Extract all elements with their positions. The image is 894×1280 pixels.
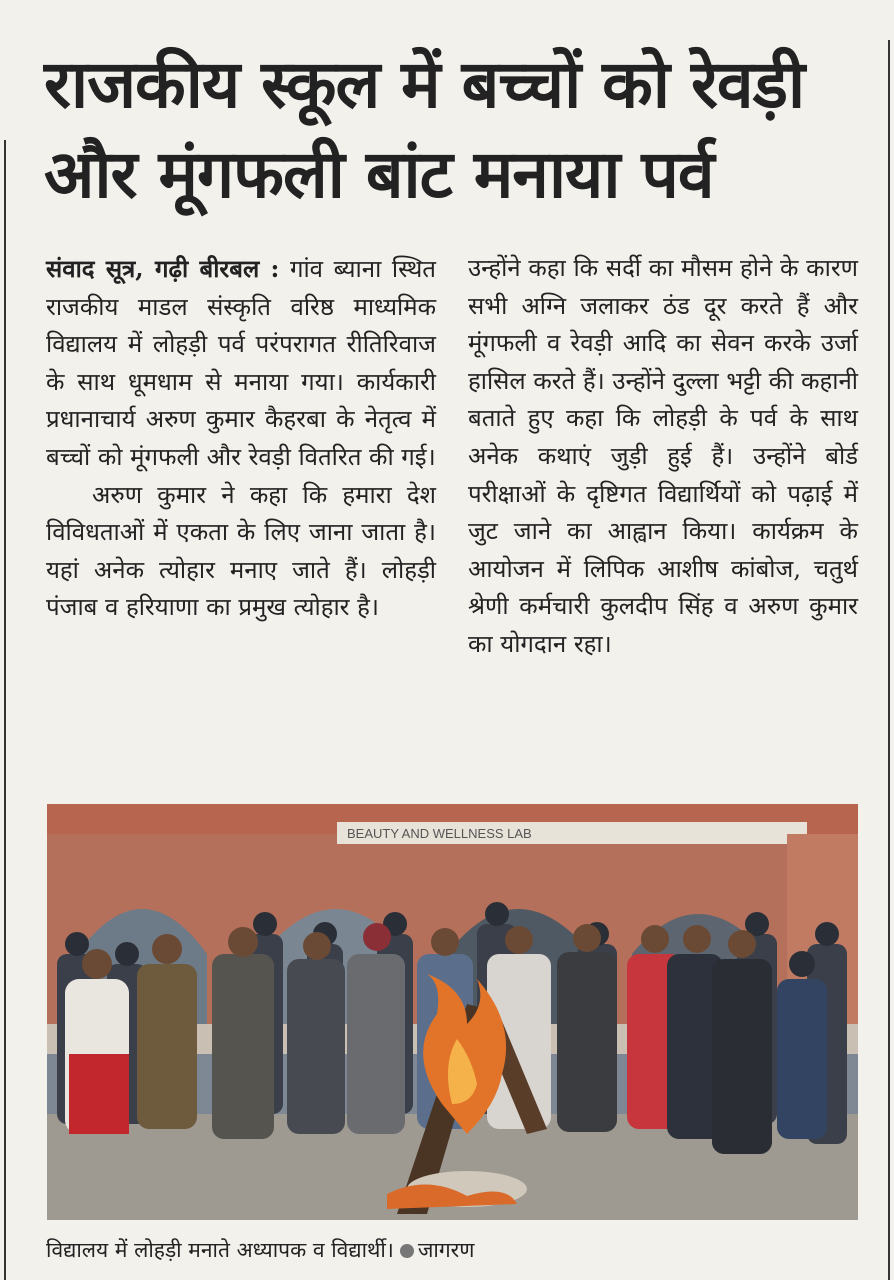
photo-illustration: [47, 804, 858, 1220]
page-corner-mark: [856, 0, 894, 34]
article-column-right: [468, 250, 858, 780]
wall-sign-text: BEAUTY AND WELLNESS LAB: [347, 826, 532, 841]
paragraph-1-text: गांव ब्याना स्थित राजकीय माडल संस्कृति वरिष्ठ माध्यमिक विद्यालय में लोहड़ी पर्व परंपरागत रीतिरिवाज के साथ धूमधाम से मनाया गया। कार्यकारी प्रधानाचार्य अरुण कुमार कैहरबा के नेतृत्व में बच्चों को मूंगफली और रेवड़ी वितरित की गई।: [46, 255, 436, 471]
paragraph-1: [46, 250, 436, 477]
paragraph-2: अरुण कुमार ने कहा कि हमारा देश विविधताओं में एकता के लिए जाना जाता है। यहां अनेक त्योहार मनाए जाते हैं। लोहड़ी पंजाब व हरियाणा का प्रमुख त्योहार है।: [46, 480, 436, 622]
column-rule-right: [888, 40, 890, 1280]
article-column-left: [46, 250, 436, 780]
caption-text: विद्यालय में लोहड़ी मनाते अध्यापक व विद्यार्थी।: [46, 1238, 394, 1262]
photo-caption: [46, 1236, 866, 1264]
headline-line-1: राजकीय स्कूल में बच्चों को रेवड़ी: [44, 46, 805, 123]
paragraph-3: उन्होंने कहा कि सर्दी का मौसम होने के कारण सभी अग्नि जलाकर ठंड दूर करते हैं और मूंगफली व रेवड़ी आदि का सेवन करके उर्जा हासिल करते हैं। उन्होंने दुल्ला भट्टी की कहानी बताते हुए कहा कि लोहड़ी के पर्व के साथ अनेक कथाएं जुड़ी हुई हैं। उन्होंने बोर्ड परीक्षाओं के दृष्टिगत विद्यार्थियों को पढ़ाई में जुट जाने का आह्वान किया। कार्यक्रम के आयोजन में लिपिक आशीष कांबोज, चतुर्थ श्रेणी कर्मचारी कुलदीप सिंह व अरुण कुमार का योगदान रहा।: [468, 254, 858, 658]
article-body: [46, 250, 858, 780]
caption-credit: जागरण: [417, 1238, 475, 1262]
headline-line-2: और मूंगफली बांट मनाया पर्व: [44, 136, 714, 213]
news-photo: [47, 804, 858, 1220]
dateline: संवाद सूत्र, गढ़ी बीरबल :: [46, 254, 280, 283]
column-rule-left: [4, 140, 6, 1280]
headline: [44, 40, 874, 220]
bullet-dot-icon: [400, 1244, 414, 1258]
